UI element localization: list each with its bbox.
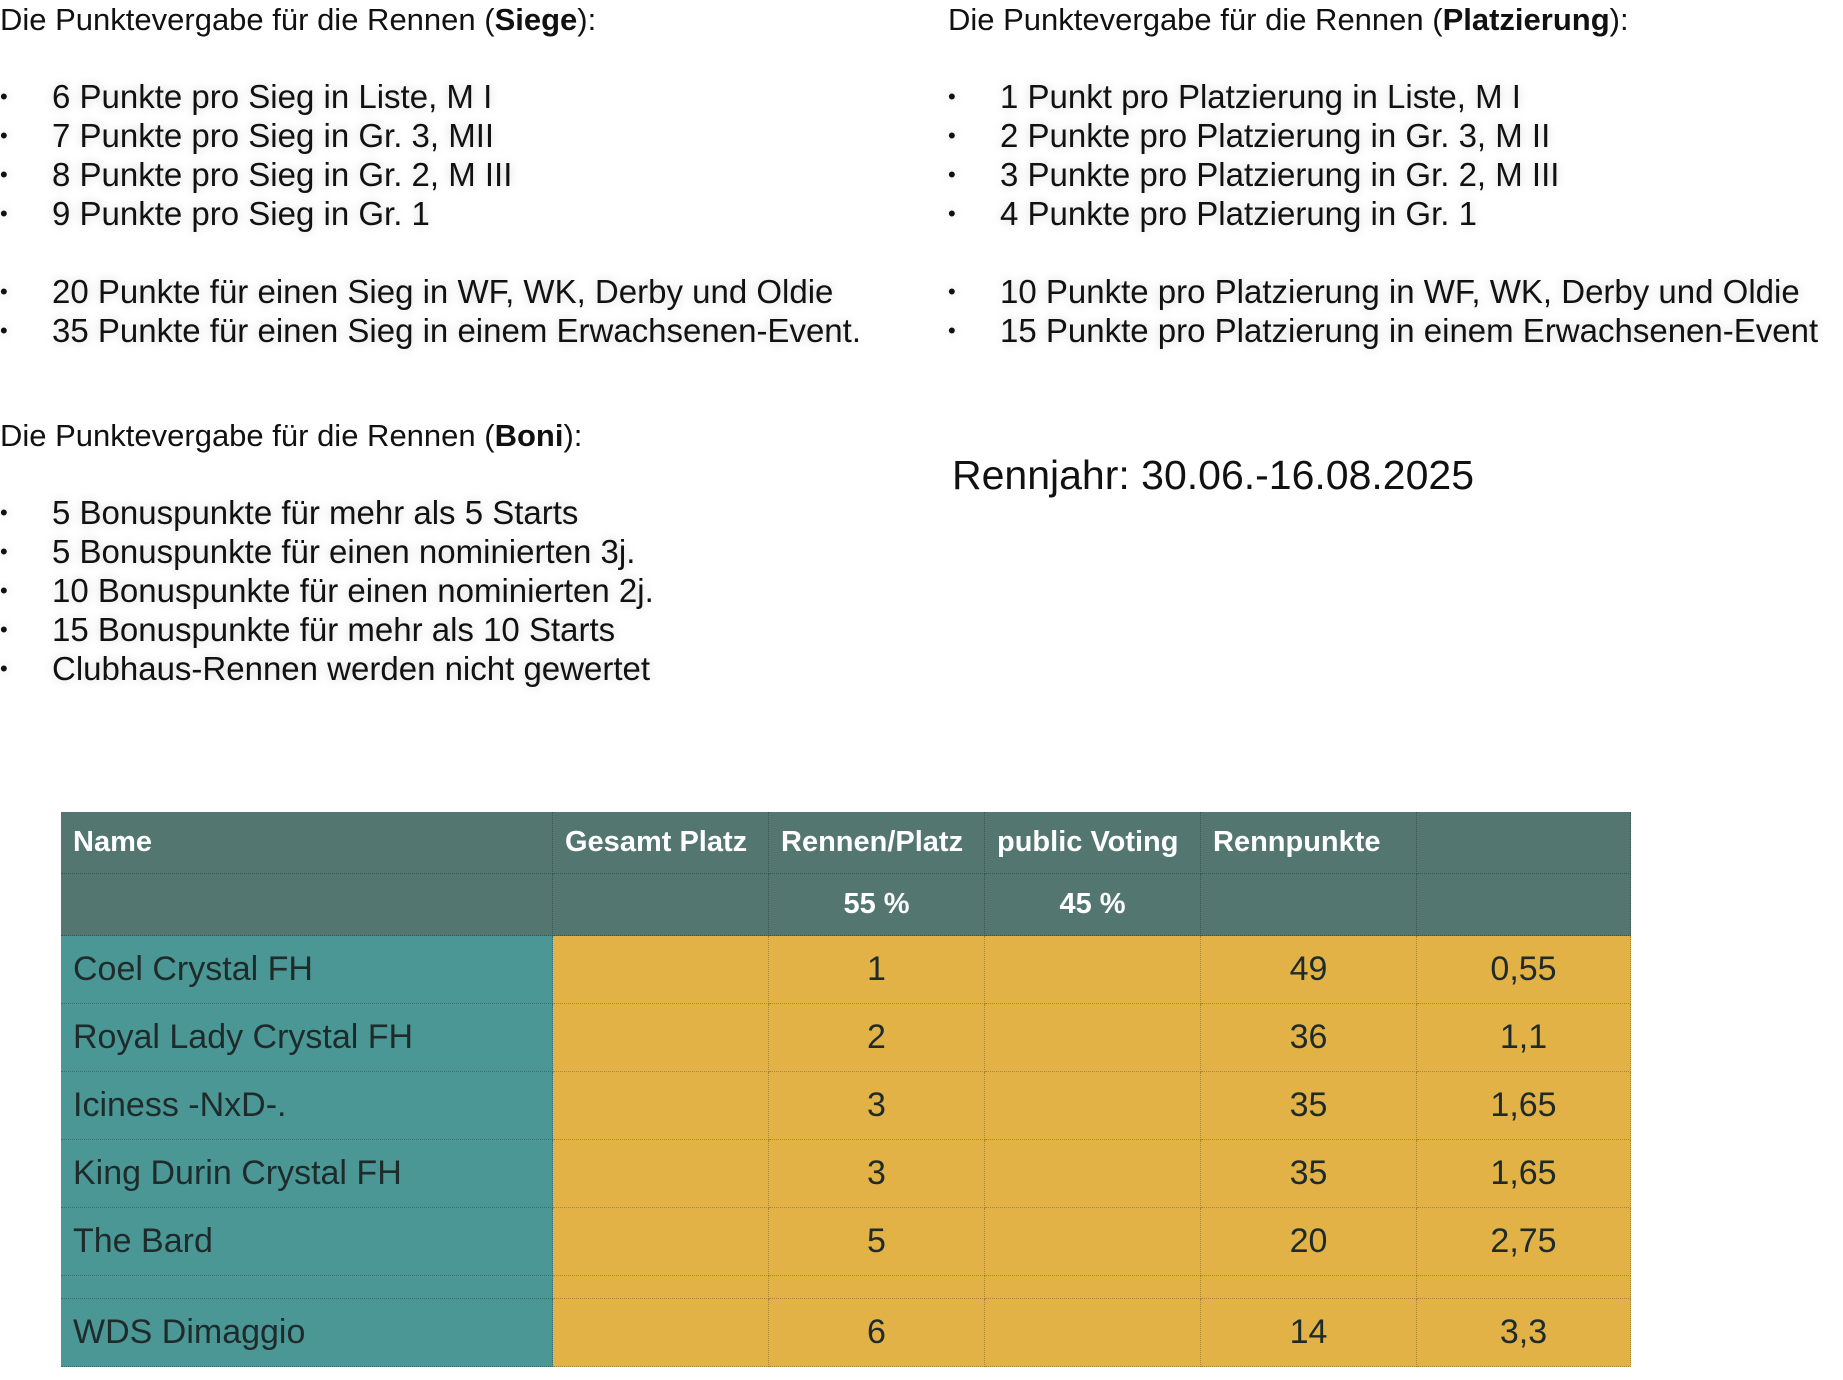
col-header-extra [1417,812,1631,874]
list-item: • 7 Punkte pro Sieg in Gr. 3, MII [0,117,495,154]
cell-voting [985,936,1201,1004]
list-item: • 8 Punkte pro Sieg in Gr. 2, M III [0,156,513,193]
cell-extra: 1,65 [1417,1140,1631,1208]
cell-extra: 1,1 [1417,1004,1631,1072]
list-item: • 10 Bonuspunkte für einen nominierten 2j. [0,572,654,609]
table-spacer-row [61,1276,1631,1299]
list-item: • 15 Bonuspunkte für mehr als 10 Starts [0,611,616,648]
spacer-cell [553,1276,769,1299]
list-item: • 20 Punkte für einen Sieg in WF, WK, Derby und Oldie [0,273,834,310]
cell-rennen: 3 [769,1140,985,1208]
subheader-cell [61,874,553,936]
cell-gesamt [553,1072,769,1140]
rennjahr-label: Rennjahr: 30.06.-16.08.2025 [952,452,1475,498]
cell-name: Iciness -NxD-. [61,1072,553,1140]
cell-name: King Durin Crystal FH [61,1140,553,1208]
list-item: • Clubhaus-Rennen werden nicht gewertet [0,650,651,687]
list-item: • 5 Bonuspunkte für einen nominierten 3j. [0,533,636,570]
table-row [61,1072,1631,1140]
list-item: • 9 Punkte pro Sieg in Gr. 1 [0,195,430,232]
subheader-weight-rennen: 55 % [769,874,985,936]
table-row [61,1208,1631,1276]
spacer-cell [985,1276,1201,1299]
cell-punkte: 35 [1201,1072,1417,1140]
cell-punkte: 36 [1201,1004,1417,1072]
cell-name: WDS Dimaggio [61,1299,553,1367]
list-item: • 1 Punkt pro Platzierung in Liste, M I [948,78,1521,115]
col-header-name: Name [61,812,553,874]
list-item: • 2 Punkte pro Platzierung in Gr. 3, M II [948,117,1551,154]
list-item: • 4 Punkte pro Platzierung in Gr. 1 [948,195,1477,232]
cell-rennen: 5 [769,1208,985,1276]
cell-extra: 0,55 [1417,936,1631,1004]
cell-punkte: 14 [1201,1299,1417,1367]
cell-rennen: 3 [769,1072,985,1140]
cell-gesamt [553,936,769,1004]
siege-heading: Die Punktevergabe für die Rennen (Siege): [0,2,597,37]
cell-extra: 2,75 [1417,1208,1631,1276]
cell-extra: 3,3 [1417,1299,1631,1367]
cell-rennen: 2 [769,1004,985,1072]
cell-voting [985,1004,1201,1072]
col-header-rennpunkte: Rennpunkte [1201,812,1417,874]
list-item: • 15 Punkte pro Platzierung in einem Erwachsenen-Event [948,312,1819,349]
cell-punkte: 49 [1201,936,1417,1004]
cell-name: The Bard [61,1208,553,1276]
subheader-cell [1201,874,1417,936]
cell-extra: 1,65 [1417,1072,1631,1140]
table-row [61,1299,1631,1367]
list-item: • 3 Punkte pro Platzierung in Gr. 2, M III [948,156,1560,193]
list-item: • 5 Bonuspunkte für mehr als 5 Starts [0,494,579,531]
boni-heading: Die Punktevergabe für die Rennen (Boni): [0,418,583,453]
subheader-cell [1417,874,1631,936]
cell-voting [985,1299,1201,1367]
boni-list [0,493,654,688]
cell-name: Royal Lady Crystal FH [61,1004,553,1072]
spacer-cell [769,1276,985,1299]
col-header-gesamt-platz: Gesamt Platz [553,812,769,874]
cell-rennen: 6 [769,1299,985,1367]
cell-rennen: 1 [769,936,985,1004]
siege-section [0,0,861,350]
cell-gesamt [553,1004,769,1072]
cell-gesamt [553,1208,769,1276]
cell-punkte: 35 [1201,1140,1417,1208]
spacer-cell [1201,1276,1417,1299]
siege-list [0,77,861,350]
spacer-cell [61,1276,553,1299]
cell-voting [985,1208,1201,1276]
subheader-cell [553,874,769,936]
cell-voting [985,1140,1201,1208]
list-item: • 10 Punkte pro Platzierung in WF, WK, Derby und Oldie [948,273,1800,310]
platzierung-section [948,0,1818,350]
cell-voting [985,1072,1201,1140]
col-header-public-voting: public Voting [985,812,1201,874]
table-row [61,936,1631,1004]
platzierung-list [948,77,1818,350]
spacer-cell [1417,1276,1631,1299]
table-subheader-row [61,874,1631,936]
platzierung-heading: Die Punktevergabe für die Rennen (Platzierung): [948,2,1629,37]
subheader-weight-voting: 45 % [985,874,1201,936]
table-row [61,1140,1631,1208]
cell-name: Coel Crystal FH [61,936,553,1004]
ranking-table [61,812,1631,1367]
col-header-rennen-platz: Rennen/Platz [769,812,985,874]
cell-gesamt [553,1140,769,1208]
table-header-row [61,812,1631,874]
list-item: • 35 Punkte für einen Sieg in einem Erwachsenen-Event. [0,312,861,349]
boni-section [0,416,654,688]
cell-punkte: 20 [1201,1208,1417,1276]
list-item: • 6 Punkte pro Sieg in Liste, M I [0,78,493,115]
table-row [61,1004,1631,1072]
cell-gesamt [553,1299,769,1367]
